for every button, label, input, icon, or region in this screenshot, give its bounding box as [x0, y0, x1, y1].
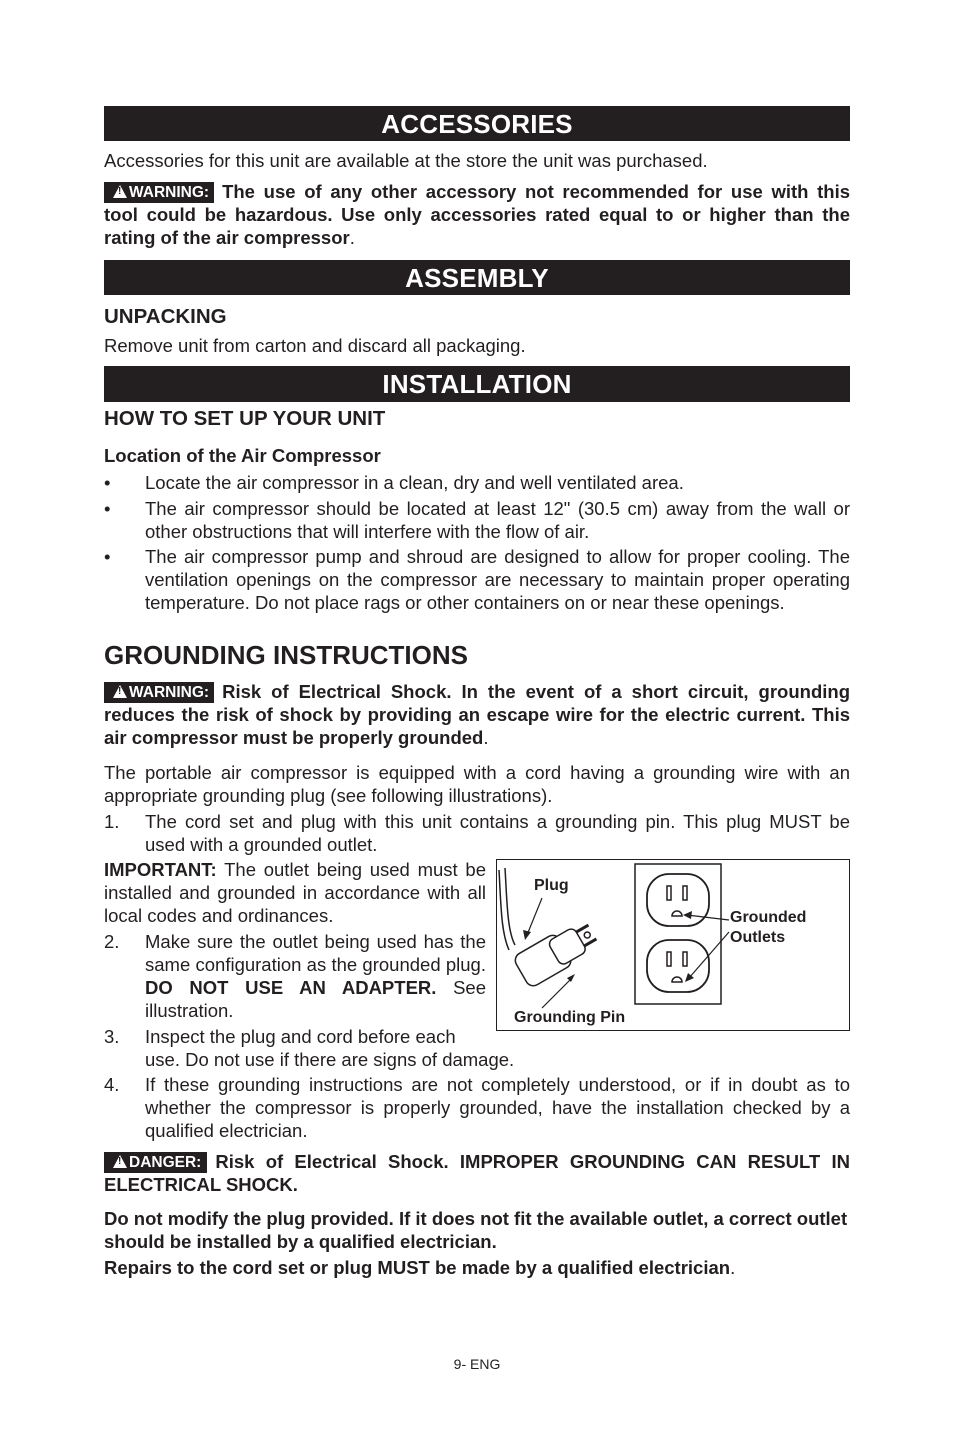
grounding-intro: The portable air compressor is equipped with a cord having a grounding wire with an appropriate grounding plug (see following illustrations). [104, 762, 850, 806]
grounding-warning-text: Risk of Electrical Shock. In the event of a short circuit, grounding reduces the risk of shock by providing an escape wire for the electric current. This air compressor must be properly grounded [104, 681, 850, 748]
plug-label: Plug [534, 877, 569, 894]
unpacking-text: Remove unit from carton and discard all packaging. [104, 335, 526, 356]
location-heading: Location of the Air Compressor [104, 445, 381, 466]
grounding-heading: GROUNDING INSTRUCTIONS [104, 640, 468, 670]
grounding-pin-label: Grounding Pin [514, 1009, 626, 1026]
accessories-warning: !WARNING: The use of any other accessory not recommended for use with this tool could be hazardous. Use only accessories rated equal to or higher than the rating of the air compressor. [104, 180, 850, 249]
grounding-illustration [496, 859, 850, 1031]
list-item: 2. Make sure the outlet being used has the same configuration as the grounded plug. DO NOT USE AN ADAPTER. See illustration. [104, 931, 486, 1021]
accessories-warning-text: The use of any other accessory not recommended for use with this tool could be hazardous. Use only accessories rated equal to or higher than the rating of the air compressor [104, 181, 850, 248]
list-item: 4. If these grounding instructions are not completely understood, or if in doubt as to whether the compressor is properly grounded, have the installation checked by a qualified electrician. [104, 1074, 850, 1141]
modify-notice: Do not modify the plug provided. If it does not fit the available outlet, a correct outlet should be installed by a qualified electrician. [104, 1208, 848, 1252]
plug-icon [512, 916, 601, 988]
unpacking-heading: UNPACKING [104, 305, 227, 328]
installation-title: INSTALLATION [382, 369, 572, 399]
warning-triangle-icon [113, 685, 127, 698]
accessories-intro: Accessories for this unit are available at the store the unit was purchased. [104, 150, 708, 171]
danger-notice [104, 1150, 850, 1196]
assembly-heading-bar [104, 260, 850, 295]
warning-badge: !WARNING: [104, 182, 214, 203]
danger-badge: !DANGER: [104, 1152, 207, 1173]
warning-triangle-icon [113, 185, 127, 198]
important-note: IMPORTANT: The outlet being used must be installed and grounded in accordance with all local codes and ordinances. [104, 859, 486, 926]
grounding-pin-arrow [542, 978, 572, 1008]
assembly-title: ASSEMBLY [405, 263, 549, 293]
list-item: 1. The cord set and plug with this unit contains a grounding pin. This plug MUST be used with a grounded outlet. [104, 811, 850, 855]
repairs-notice: Repairs to the cord set or plug MUST be made by a qualified electrician. [104, 1257, 736, 1278]
cord-icon [505, 868, 515, 945]
list-item: • The air compressor should be located at least 12" (30.5 cm) away from the wall or other obstructions that will interfere with the flow of air. [104, 498, 850, 542]
accessories-title: ACCESSORIES [381, 109, 573, 139]
danger-text: Risk of Electrical Shock. IMPROPER GROUNDING CAN RESULT IN ELECTRICAL SHOCK. [104, 1151, 850, 1195]
outlet-icon [647, 874, 709, 926]
installation-heading-bar [104, 366, 850, 402]
warning-badge: !WARNING: [104, 682, 214, 703]
accessories-heading-bar [104, 106, 850, 141]
plug-arrow [527, 898, 542, 935]
page-number: 9- ENG [453, 1356, 501, 1372]
grounding-warning: !WARNING: Risk of Electrical Shock. In the event of a short circuit, grounding reduces the risk of shock by providing an escape wire for the electric current. This air compressor must be properly grounded. [104, 680, 850, 749]
setup-heading: HOW TO SET UP YOUR UNIT [104, 407, 386, 430]
list-item: • Locate the air compressor in a clean, dry and well ventilated area. [104, 472, 684, 493]
list-item: • The air compressor pump and shroud are designed to allow for proper cooling. The ventilation openings on the compressor are necessary to maintain proper operating temperature. Do not place rags or other containers on or near these openings. [104, 546, 850, 613]
warning-triangle-icon [113, 1155, 127, 1168]
grounded-outlets-label: Grounded Outlets [730, 909, 807, 946]
list-item: 3. Inspect the plug and cord before each use. Do not use if there are signs of damage. [104, 1026, 515, 1070]
